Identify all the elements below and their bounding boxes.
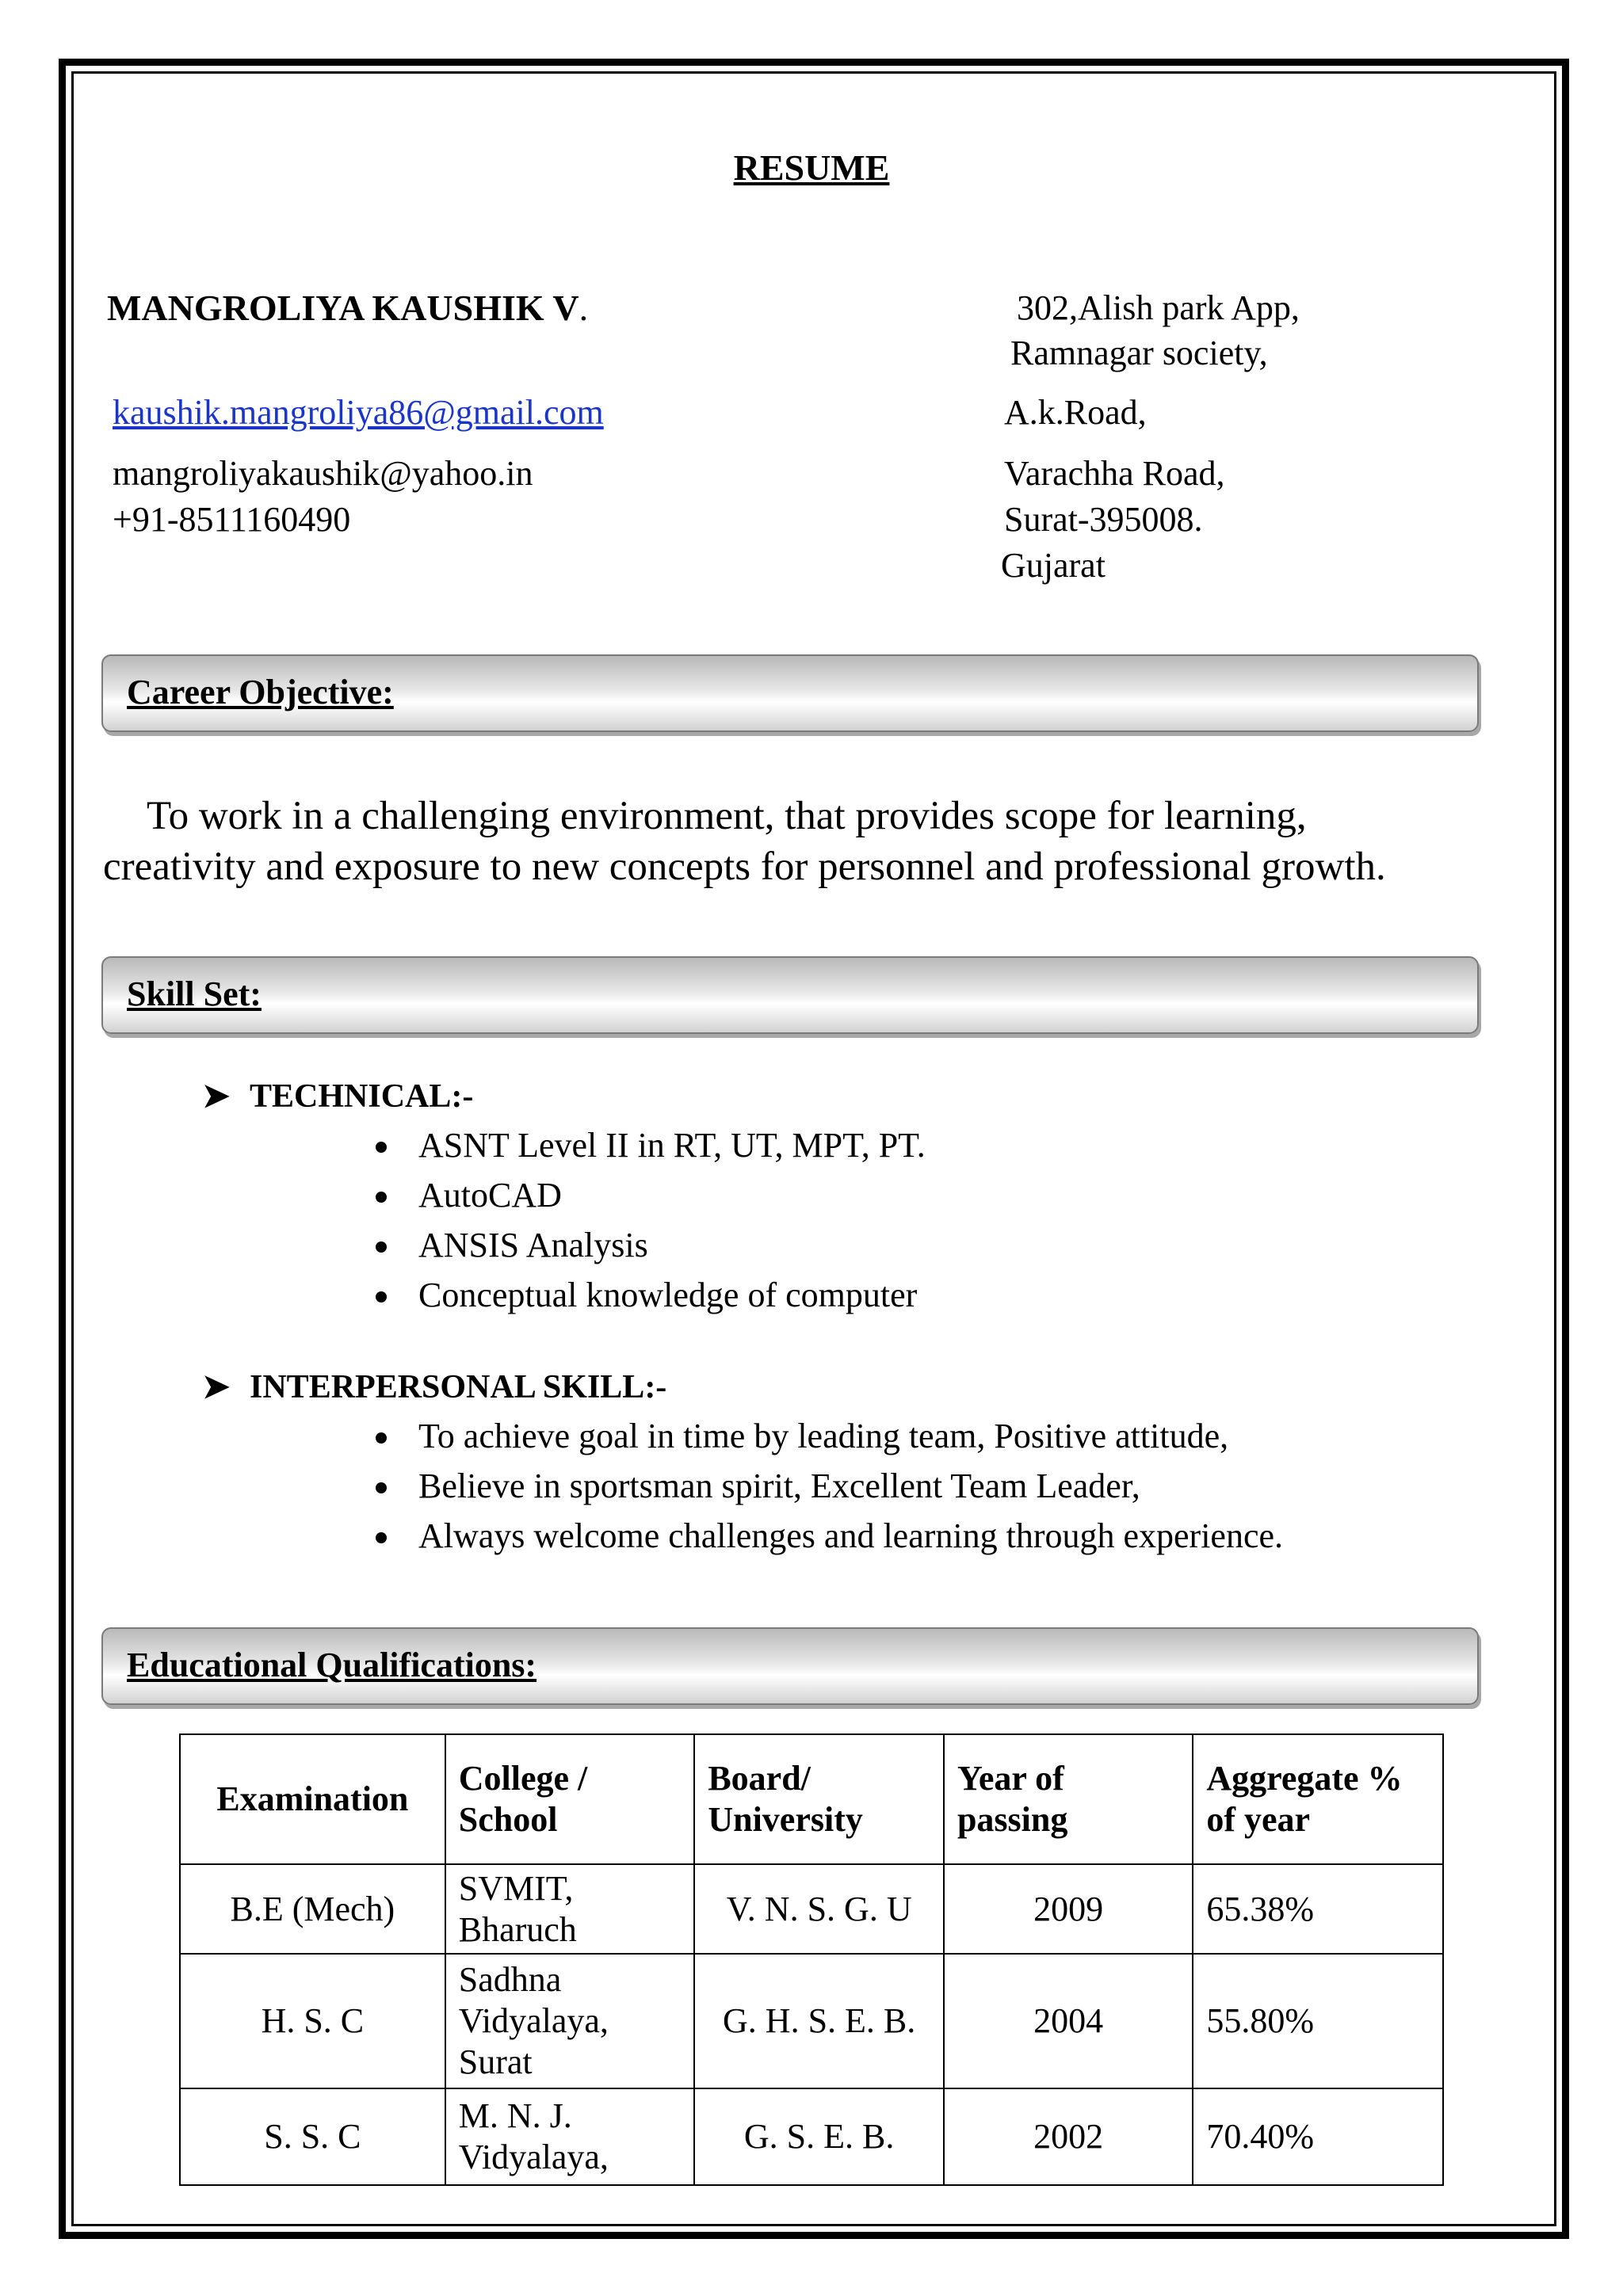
secondary-email: mangroliyakaushik@yahoo.in	[113, 454, 533, 493]
objective-line-1: To work in a challenging environment, that provides scope for learning,	[147, 794, 1307, 838]
skill-set-header	[101, 956, 1479, 1034]
address-line-1: 302,Alish park App,	[1017, 288, 1300, 327]
table-cell: G. H. S. E. B.	[694, 1954, 944, 2088]
table-header-cell: Board/ University	[694, 1734, 944, 1864]
technical-skill-item: Conceptual knowledge of computer	[371, 1270, 926, 1320]
table-cell: 2009	[944, 1864, 1193, 1954]
interpersonal-skill-item: To achieve goal in time by leading team, Positive attitude,	[371, 1411, 1283, 1461]
education-title: Educational Qualifications:	[127, 1646, 537, 1684]
interpersonal-heading: ➤ INTERPERSONAL SKILL:-	[202, 1367, 666, 1406]
address-line-5: Surat-395008.	[1004, 500, 1203, 539]
candidate-name	[107, 287, 588, 329]
technical-skills-list	[371, 1120, 926, 1320]
career-objective-header	[101, 654, 1479, 732]
table-cell: 2002	[944, 2088, 1193, 2185]
phone-number: +91-8511160490	[113, 500, 351, 539]
primary-email-text[interactable]: kaushik.mangroliya86@gmail.com	[113, 393, 604, 432]
career-objective-title: Career Objective:	[127, 673, 394, 711]
arrow-bullet-icon: ➤	[202, 1078, 231, 1115]
table-cell: 65.38%	[1193, 1864, 1443, 1954]
technical-skill-item: ASNT Level II in RT, UT, MPT, PT.	[371, 1120, 926, 1170]
table-cell: 55.80%	[1193, 1954, 1443, 2088]
technical-skill-item: AutoCAD	[371, 1170, 926, 1220]
table-cell: SVMIT, Bharuch	[445, 1864, 695, 1954]
table-row	[180, 1954, 1443, 2088]
education-table	[179, 1733, 1444, 2186]
interpersonal-skill-item: Always welcome challenges and learning through experience.	[371, 1511, 1283, 1561]
table-cell: V. N. S. G. U	[694, 1864, 944, 1954]
table-header-cell: Examination	[180, 1734, 445, 1864]
candidate-name-period: .	[579, 288, 589, 328]
table-cell: Sadhna Vidyalaya, Surat	[445, 1954, 695, 2088]
interpersonal-skills-list	[371, 1411, 1283, 1561]
address-line-6: Gujarat	[1001, 546, 1106, 585]
table-row	[180, 2088, 1443, 2185]
skill-set-title: Skill Set:	[127, 974, 262, 1013]
education-header	[101, 1627, 1479, 1705]
table-cell: 70.40%	[1193, 2088, 1443, 2185]
address-line-3: A.k.Road,	[1004, 393, 1147, 432]
technical-skill-item: ANSIS Analysis	[371, 1220, 926, 1270]
table-cell: S. S. C	[180, 2088, 445, 2185]
career-objective-text	[103, 791, 1522, 892]
table-cell: B.E (Mech)	[180, 1864, 445, 1954]
table-row	[180, 1864, 1443, 1954]
primary-email-link[interactable]	[113, 392, 604, 433]
address-line-2: Ramnagar society,	[1010, 334, 1268, 372]
address-line-4: Varachha Road,	[1004, 454, 1225, 493]
table-header-cell: College / School	[445, 1734, 695, 1864]
arrow-bullet-icon: ➤	[202, 1369, 231, 1405]
table-cell: 2004	[944, 1954, 1193, 2088]
table-cell: G. S. E. B.	[694, 2088, 944, 2185]
candidate-name-text: MANGROLIYA KAUSHIK V	[107, 288, 579, 328]
table-header-cell: Aggregate % of year	[1193, 1734, 1443, 1864]
table-cell: M. N. J. Vidyalaya,	[445, 2088, 695, 2185]
table-header-row	[180, 1734, 1443, 1864]
table-header-cell: Year of passing	[944, 1734, 1193, 1864]
document-title: RESUME	[733, 147, 890, 188]
table-cell: H. S. C	[180, 1954, 445, 2088]
objective-line-2: creativity and exposure to new concepts for personnel and professional growth.	[103, 845, 1386, 889]
technical-heading: ➤ TECHNICAL:-	[202, 1076, 473, 1116]
interpersonal-skill-item: Believe in sportsman spirit, Excellent Team Leader,	[371, 1461, 1283, 1511]
